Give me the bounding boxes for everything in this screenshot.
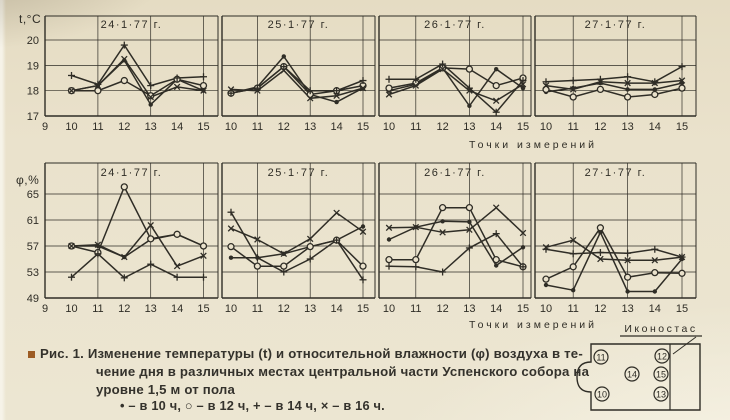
svg-text:t,°C: t,°C [19, 12, 42, 26]
svg-text:12: 12 [594, 303, 607, 315]
caption-bullet-icon [28, 351, 35, 358]
svg-text:13: 13 [463, 121, 476, 133]
svg-text:11: 11 [251, 121, 264, 133]
svg-text:12: 12 [436, 121, 449, 133]
svg-text:12: 12 [656, 351, 668, 362]
svg-text:18: 18 [26, 85, 39, 98]
svg-text:15: 15 [655, 369, 667, 380]
svg-text:19: 19 [26, 60, 39, 73]
chart-panel-3-temperature [379, 16, 531, 133]
svg-text:10: 10 [65, 121, 78, 133]
series-dot [389, 68, 523, 106]
caption-line-3: уровне 1,5 м от пола [96, 382, 236, 397]
plan-point-12 [655, 349, 669, 363]
svg-text:53: 53 [26, 267, 39, 279]
series-plus [72, 254, 204, 278]
svg-text:57: 57 [26, 241, 39, 253]
caption-legend: • – в 10 ч, ○ – в 12 ч, + – в 14 ч, × – в 16 ч. [120, 398, 385, 413]
svg-text:15: 15 [197, 121, 210, 133]
svg-text:10: 10 [65, 303, 78, 315]
svg-text:65: 65 [26, 189, 39, 201]
svg-text:14: 14 [648, 303, 661, 315]
svg-text:10: 10 [382, 121, 396, 133]
svg-text:13: 13 [655, 389, 667, 400]
series-plus [546, 249, 682, 257]
chart-panel-3-humidity [379, 163, 531, 315]
svg-text:11: 11 [596, 352, 606, 363]
chart-panel-1-humidity [16, 163, 218, 315]
svg-text:26·1·77 г.: 26·1·77 г. [424, 167, 486, 179]
svg-text:11: 11 [410, 121, 422, 133]
svg-text:12: 12 [277, 121, 290, 133]
leader-line [673, 337, 696, 354]
svg-text:13: 13 [621, 121, 634, 133]
svg-text:25·1·77 г.: 25·1·77 г. [267, 19, 330, 31]
svg-text:10: 10 [539, 303, 553, 315]
plan-point-11 [594, 350, 608, 364]
series-circle [389, 68, 523, 88]
svg-text:11: 11 [567, 303, 579, 315]
svg-text:24·1·77 г.: 24·1·77 г. [100, 167, 163, 179]
svg-text:15: 15 [516, 121, 530, 133]
svg-text:14: 14 [330, 121, 343, 133]
svg-text:13: 13 [144, 121, 157, 133]
series-circle [389, 208, 523, 267]
svg-text:12: 12 [118, 121, 131, 133]
plan-point-13 [654, 387, 668, 401]
iconostasis-label: Иконостас [624, 323, 698, 335]
svg-text:26·1·77 г.: 26·1·77 г. [424, 19, 486, 31]
svg-text:15: 15 [197, 303, 210, 315]
chart-panel-2-humidity [222, 163, 375, 315]
chart-panel-4-temperature [535, 16, 696, 133]
svg-text:20: 20 [26, 35, 39, 48]
plan-point-15 [654, 367, 668, 381]
svg-text:15: 15 [516, 303, 530, 315]
svg-text:10: 10 [382, 303, 396, 315]
svg-text:14: 14 [170, 121, 184, 133]
svg-text:49: 49 [26, 293, 39, 305]
svg-text:13: 13 [144, 303, 157, 315]
svg-text:14: 14 [170, 303, 184, 315]
svg-text:9: 9 [42, 303, 49, 315]
svg-text:10: 10 [539, 121, 553, 133]
plan-point-10 [595, 387, 609, 401]
series-plus [546, 67, 682, 82]
svg-text:14: 14 [490, 121, 503, 133]
chart-panel-1-temperature [19, 12, 218, 133]
series-dot [231, 227, 363, 258]
chart-panel-4-humidity [535, 163, 696, 315]
svg-text:11: 11 [92, 303, 104, 315]
svg-text:12: 12 [277, 303, 290, 315]
svg-text:11: 11 [410, 303, 422, 315]
iconostasis-plan [565, 312, 730, 420]
series-cross [389, 208, 523, 233]
svg-text:13: 13 [304, 303, 317, 315]
svg-text:14: 14 [626, 369, 638, 380]
svg-text:13: 13 [621, 303, 634, 315]
svg-text:Точки измерений: Точки измерений [469, 139, 597, 151]
svg-text:15: 15 [356, 121, 370, 133]
svg-text:11: 11 [92, 121, 104, 133]
svg-text:61: 61 [26, 215, 39, 227]
series-dot [546, 232, 682, 291]
svg-text:12: 12 [436, 303, 449, 315]
svg-text:27·1·77 г.: 27·1·77 г. [584, 167, 647, 179]
svg-text:11: 11 [567, 121, 579, 133]
svg-text:15: 15 [356, 303, 370, 315]
series-plus [389, 234, 523, 272]
svg-text:13: 13 [463, 303, 476, 315]
svg-text:12: 12 [594, 121, 607, 133]
svg-text:25·1·77 г.: 25·1·77 г. [267, 167, 330, 179]
chart-panel-2-temperature [222, 16, 375, 133]
svg-text:13: 13 [304, 121, 317, 133]
svg-text:10: 10 [224, 303, 238, 315]
caption-line-2: чение дня в различных местах центральной части Успенского собора на [96, 364, 590, 379]
caption-line-1: Рис. 1. Изменение температуры (t) и относительной влажности (φ) воздуха в те- [40, 346, 583, 361]
svg-text:Точки измерений: Точки измерений [469, 319, 597, 331]
svg-text:15: 15 [675, 121, 689, 133]
svg-text:24·1·77 г.: 24·1·77 г. [100, 19, 163, 31]
svg-text:9: 9 [42, 121, 49, 133]
svg-text:27·1·77 г.: 27·1·77 г. [584, 19, 647, 31]
svg-text:14: 14 [648, 121, 661, 133]
svg-text:12: 12 [118, 303, 131, 315]
svg-text:11: 11 [251, 303, 264, 315]
svg-text:10: 10 [224, 121, 238, 133]
svg-text:φ,%: φ,% [16, 173, 40, 187]
svg-text:15: 15 [675, 303, 689, 315]
humidity-charts-row [0, 160, 730, 336]
series-cross [546, 240, 682, 260]
temperature-charts-row [0, 0, 730, 156]
svg-text:14: 14 [490, 303, 503, 315]
svg-text:10: 10 [596, 389, 608, 400]
series-circle [231, 240, 363, 266]
svg-text:14: 14 [330, 303, 343, 315]
plan-point-14 [625, 367, 639, 381]
svg-text:17: 17 [26, 111, 39, 123]
